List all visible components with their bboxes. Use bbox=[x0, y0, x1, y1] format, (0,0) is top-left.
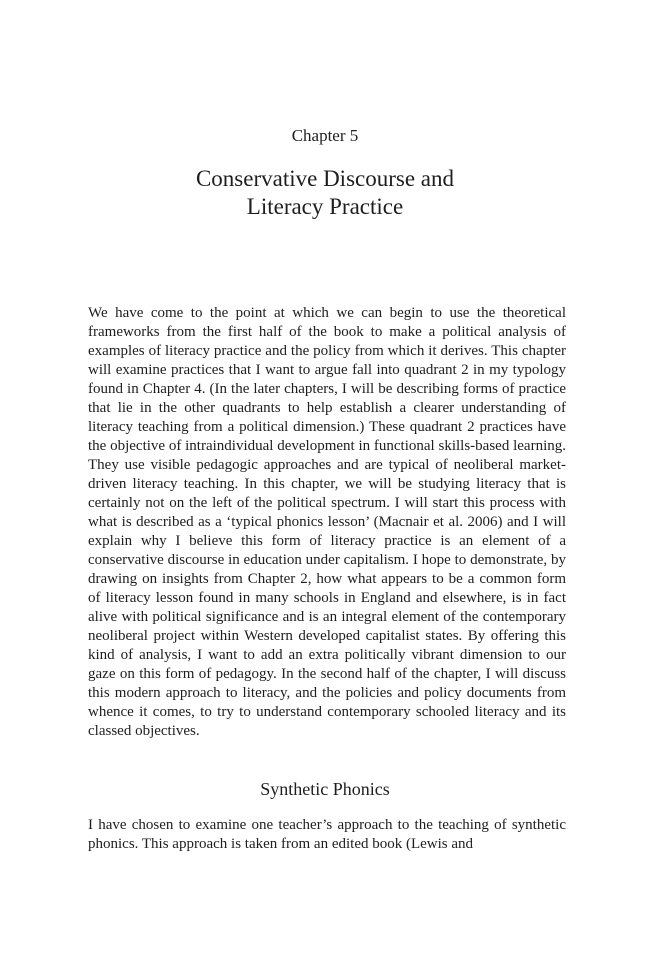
chapter-title-line-2: Literacy Practice bbox=[246, 194, 404, 219]
chapter-label: Chapter 5 bbox=[291, 126, 359, 145]
body-paragraph: We have come to the point at which we can begin to use the theoretical frameworks from the first half of the book to make a political analysis of examples of literacy practice and the policy from which it derives. This chapter will examine practices that I want to argue fall into quadrant 2 in my typology found in Chapter 4. (In the later chapters, I will be describing forms of practice that lie in the other quadrants to help establish a clearer understanding of literacy teaching from a political dimension.) These quadrant 2 practices have the objective of intraindividual development in functional skills-based learning. They use visible pedagogic approaches and are typical of neoliberal market-driven literacy teaching. In this chapter, we will be studying literacy that is certainly not on the left of the political spectrum. I will start this process with what is described as a ‘typical phonics lesson’ (Macnair et al. 2006) and I will explain why I believe this form of literacy practice is an element of a conservative discourse in education under capitalism. I hope to demonstrate, by drawing on insights from Chapter 2, how what appears to be a common form of literacy lesson found in many schools in England and elsewhere, is in fact alive with political significance and is an integral element of the contemporary neoliberal project within Western developed capitalist states. By offering this kind of analysis, I want to add an extra politically vibrant dimension to our gaze on this form of pedagogy. In the second half of the chapter, I will discuss this modern approach to literacy, and the policies and policy documents from whence it comes, to try to understand contemporary schooled literacy and its classed objectives. bbox=[88, 305, 566, 739]
chapter-title-line-1: Conservative Discourse and bbox=[195, 166, 455, 191]
section-heading: Synthetic Phonics bbox=[260, 779, 390, 799]
chapter-title bbox=[0, 165, 650, 221]
body-paragraph: I have chosen to examine one teacher’s approach to the teaching of synthetic phonics. This approach is taken from an edited book (Lewis and bbox=[88, 817, 566, 852]
